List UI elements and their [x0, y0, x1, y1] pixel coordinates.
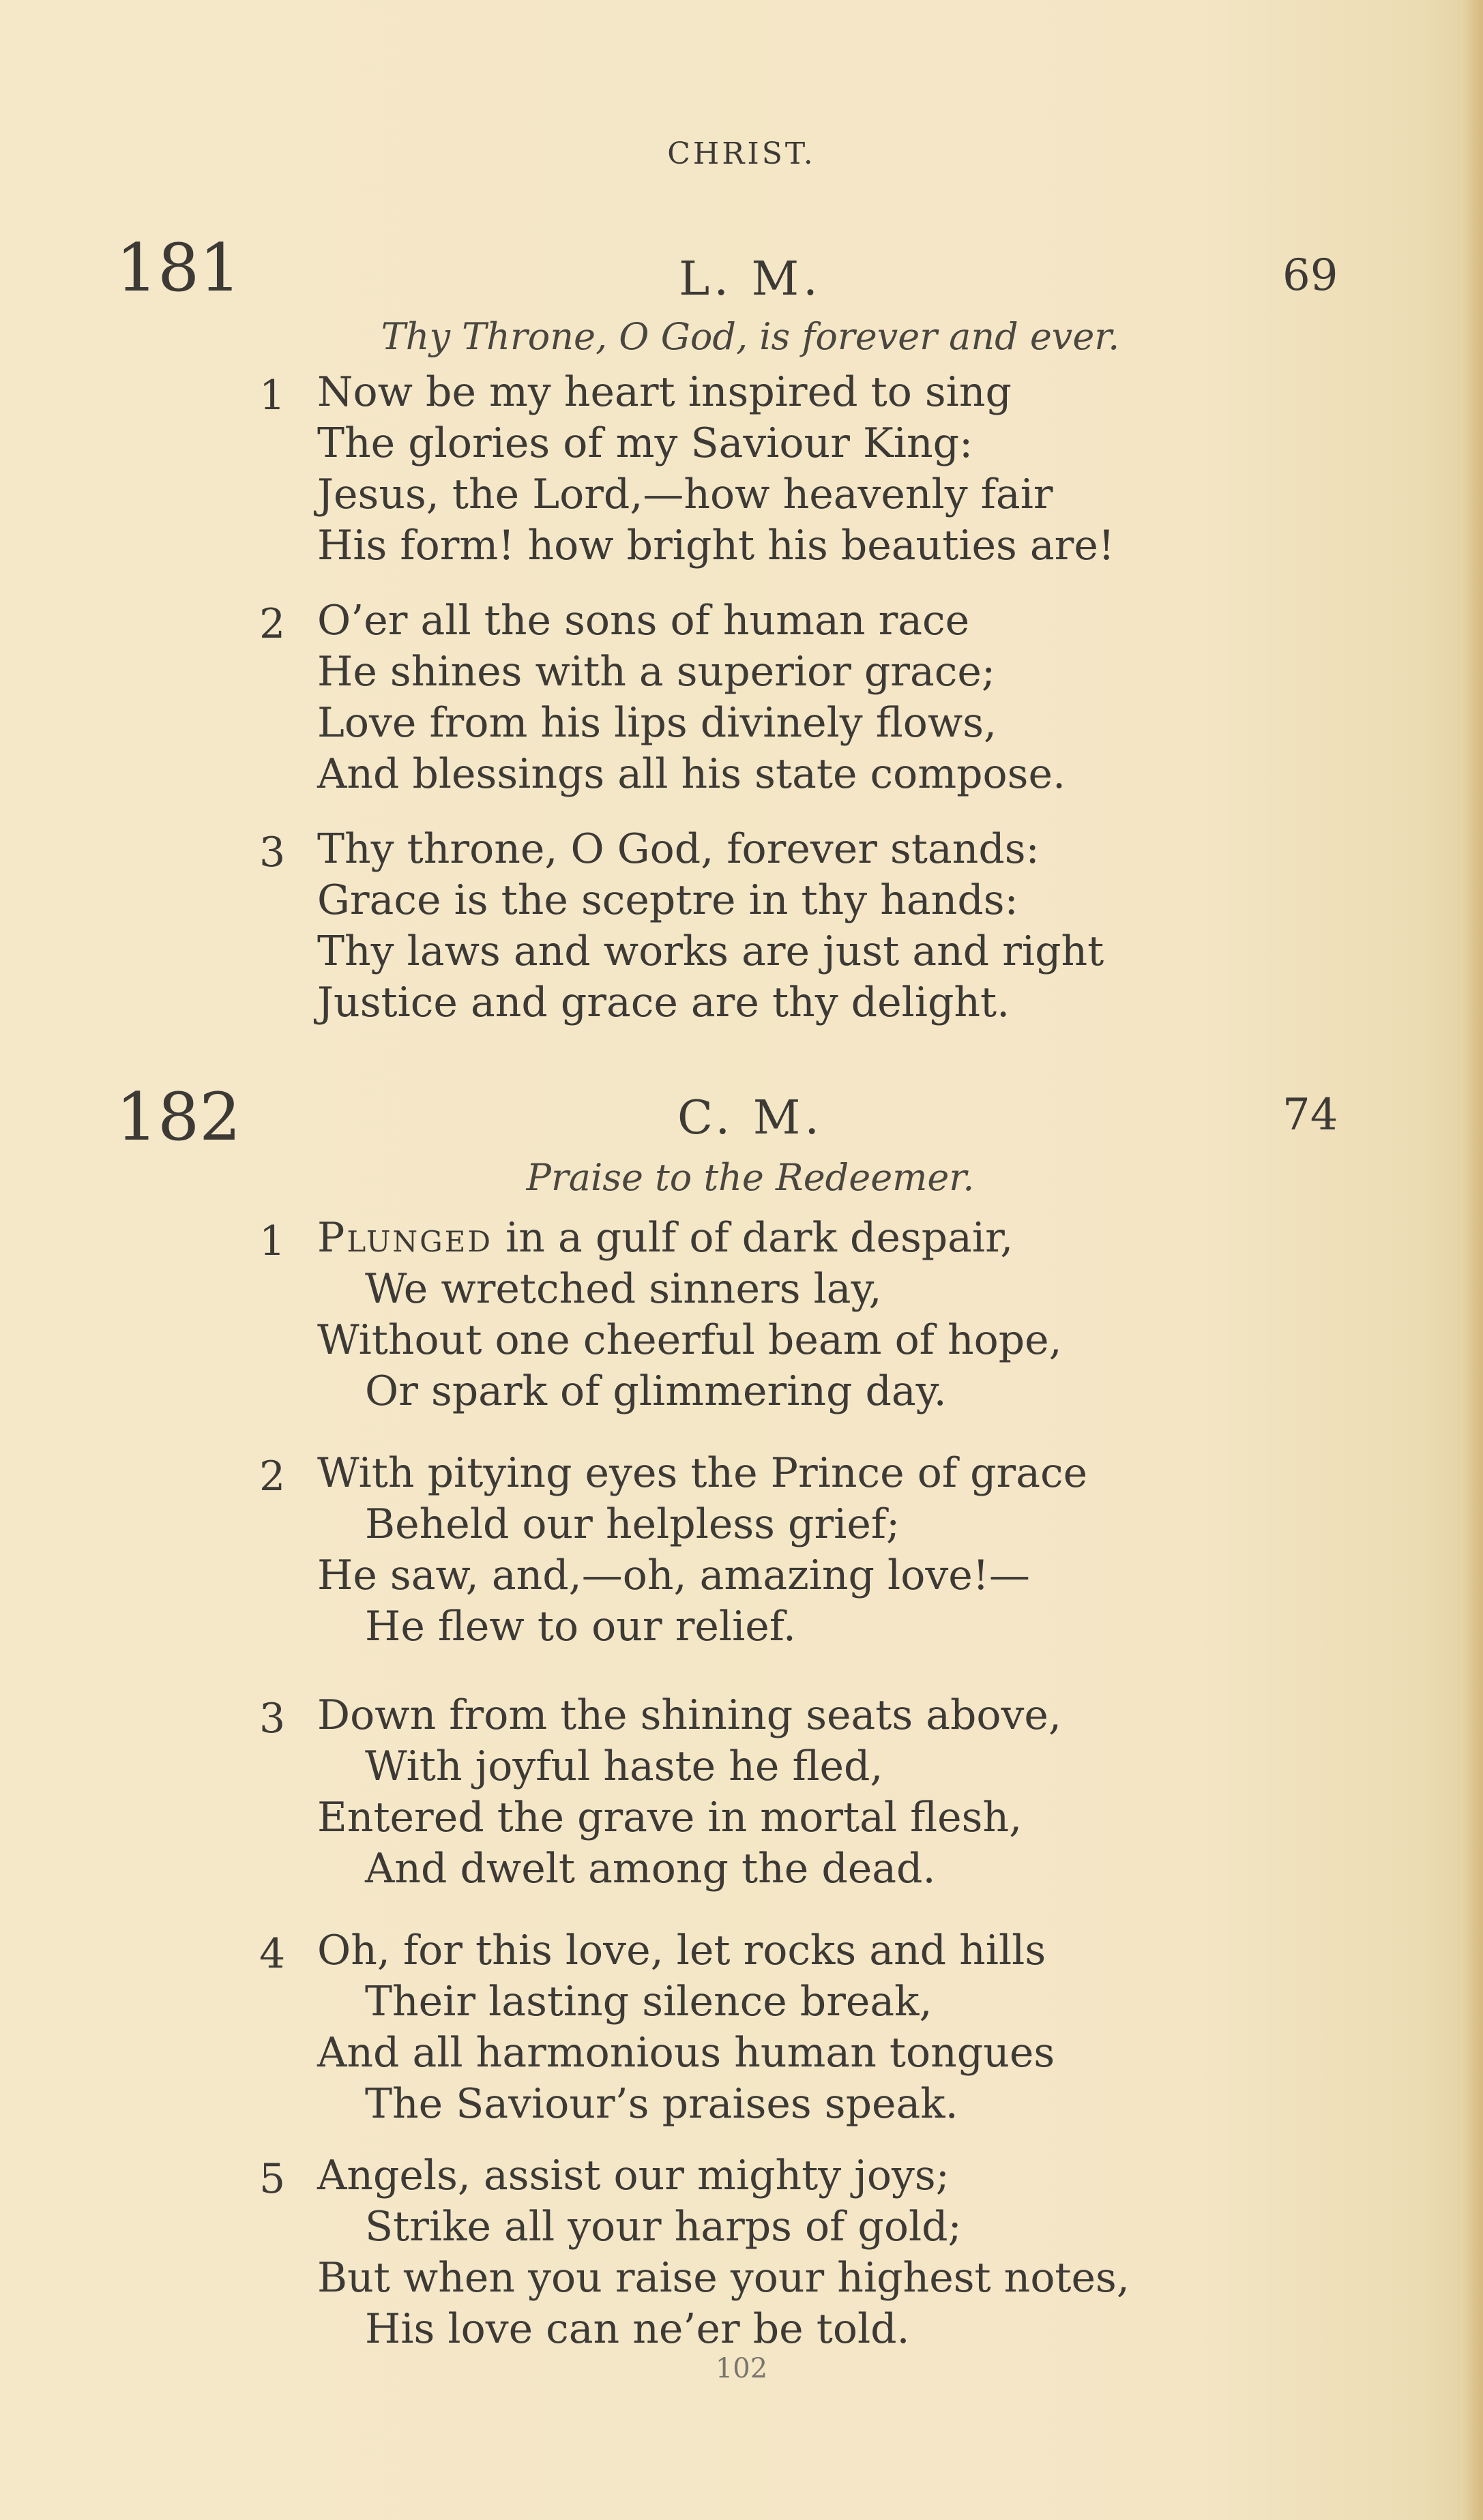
verse-number: 1	[259, 372, 286, 419]
verse-line: The Saviour’s praises speak.	[365, 2080, 958, 2128]
verse-number: 2	[259, 600, 286, 648]
hymn-subtitle: Thy Throne, O God, is forever and ever.	[381, 315, 1120, 358]
tune-number: 74	[1282, 1090, 1338, 1140]
verse-number: 2	[259, 1453, 286, 1500]
page-number: 102	[715, 2353, 768, 2384]
tune-number: 69	[1282, 250, 1338, 301]
verse-line: And dwelt among the dead.	[365, 1845, 936, 1893]
verse-line: Jesus, the Lord,—how heavenly fair	[317, 471, 1053, 518]
verse-line: Down from the shining seats above,	[317, 1691, 1062, 1739]
verse-line: Oh, for this love, let rocks and hills	[317, 1927, 1046, 1974]
first-line-rest: in a gulf of dark despair,	[493, 1214, 1014, 1262]
verse-number: 5	[259, 2155, 286, 2203]
hymn-number: 182	[116, 1079, 241, 1155]
meter: L. M.	[679, 252, 822, 306]
verse-line: Love from his lips divinely flows,	[317, 699, 997, 747]
verse-line: He shines with a superior grace;	[317, 648, 996, 696]
verse-number: 3	[259, 829, 286, 876]
verse-number: 4	[259, 1930, 286, 1978]
verse-line: Beheld our helpless grief;	[365, 1500, 900, 1548]
first-word: Plunged	[317, 1214, 493, 1262]
hymn-number: 181	[116, 230, 241, 306]
verse-line: With pitying eyes the Prince of grace	[317, 1449, 1088, 1497]
verse-line: Justice and grace are thy delight.	[317, 979, 1010, 1026]
verse-line: Without one cheerful beam of hope,	[317, 1316, 1062, 1364]
verse-line: Now be my heart inspired to sing	[317, 368, 1012, 416]
verse-line: And all harmonious human tongues	[317, 2029, 1055, 2077]
verse-line: His love can ne’er be told.	[365, 2305, 910, 2353]
running-head: CHRIST.	[667, 136, 816, 171]
verse-line: Thy throne, O God, forever stands:	[317, 825, 1040, 873]
verse-line: Entered the grave in mortal flesh,	[317, 1794, 1023, 1841]
verse-line: And blessings all his state compose.	[317, 750, 1066, 798]
verse-line: O’er all the sons of human race	[317, 597, 970, 644]
verse-line: He flew to our relief.	[365, 1603, 796, 1650]
verse-line: Thy laws and works are just and right	[317, 928, 1104, 975]
verse-line: Or spark of glimmering day.	[365, 1367, 947, 1415]
verse-line: We wretched sinners lay,	[365, 1265, 882, 1313]
verse-line: Their lasting silence break,	[365, 1978, 933, 2026]
page-edge	[1463, 0, 1483, 2520]
meter: C. M.	[677, 1091, 824, 1145]
hymn-subtitle: Praise to the Redeemer.	[526, 1156, 975, 1199]
verse-number: 3	[259, 1695, 286, 1743]
verse-number: 1	[259, 1217, 286, 1265]
verse-line: He saw, and,—oh, amazing love!—	[317, 1552, 1030, 1599]
verse-line: Strike all your harps of gold;	[365, 2203, 962, 2251]
verse-line: Angels, assist our mighty joys;	[317, 2152, 950, 2199]
verse-line-first	[317, 1214, 1014, 1262]
verse-line: But when you raise your highest notes,	[317, 2254, 1130, 2302]
verse-line: Grace is the sceptre in thy hands:	[317, 876, 1018, 924]
verse-line: With joyful haste he fled,	[365, 1743, 883, 1790]
verse-line: His form! how bright his beauties are!	[317, 522, 1115, 569]
verse-line: The glories of my Saviour King:	[317, 419, 973, 467]
